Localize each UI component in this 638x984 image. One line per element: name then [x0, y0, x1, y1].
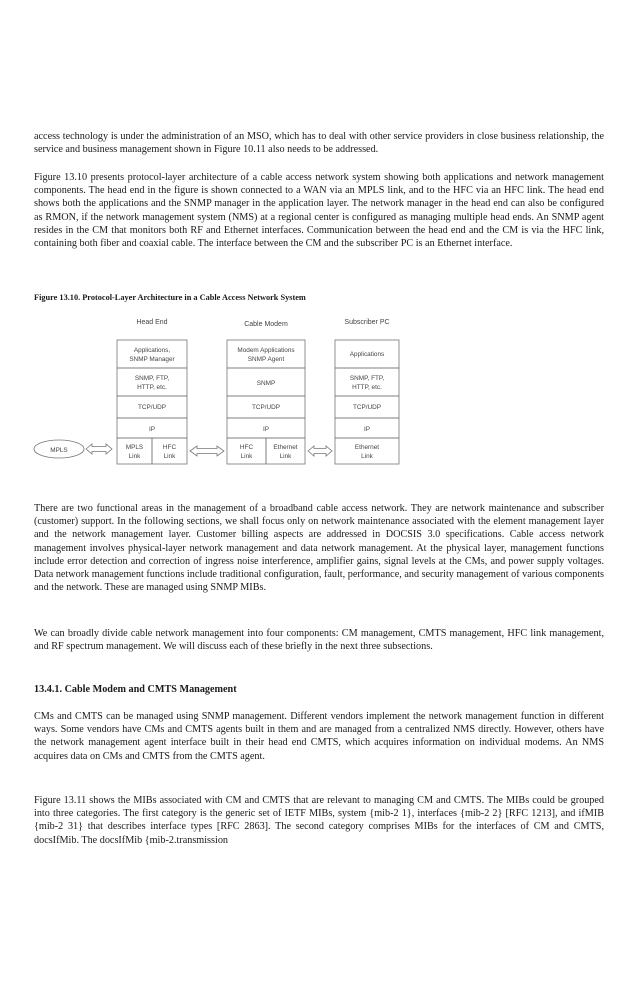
- he-hfc-link-box: [152, 438, 187, 464]
- pc-eth-link-box: [335, 438, 399, 464]
- cm-eth-link-box: [266, 438, 305, 464]
- cm-eth-line1: Ethernet: [273, 444, 298, 451]
- paragraph-figure-description: Figure 13.10 presents protocol-layer architecture of a cable access network system showing both applications and network management components. The head end in the figure is shown connected to a WAN via an MPLS link, and to the HFC via an HFC link. The head end shows both the applications and the SNMP manager in the application layer. The network manager in the head end can also be configured as RMON, if the network management system (NMS) at a regional center is configured as managing multiple head ends. An SNMP agent resides in the CM that monitors both RF and Ethernet interfaces. Communication between the head end and the CM is via the HFC link, containing both fiber and coaxial cable. The interface between the CM and the subscriber PC is an Ethernet interface.: [34, 172, 604, 250]
- section-heading-13-4-1: 13.4.1. Cable Modem and CMTS Management: [34, 684, 237, 695]
- cm-app-line1: Modem Applications: [237, 347, 295, 354]
- protocol-architecture-figure: [30, 312, 410, 507]
- cm-app-box: [227, 340, 305, 368]
- he-transport: TCP/UDP: [137, 404, 167, 411]
- figure-caption: Figure 13.10. Protocol-Layer Architecture in a Cable Access Network System: [34, 293, 306, 302]
- cm-hfc-link-box: [227, 438, 266, 464]
- pc-app: Applications: [349, 351, 385, 358]
- cable-modem-title: Cable Modem: [244, 321, 288, 328]
- mpls-cloud-label: MPLS: [50, 447, 68, 454]
- pc-network: IP: [363, 426, 371, 433]
- he-app-line1: Applications,: [133, 347, 171, 354]
- paragraph-functional-areas: There are two functional areas in the management of a broadband cable access network. They are network maintenance and subscriber (customer) support. In the following sections, we shall focus only on network maintenance associated with the element management layer and the network management layer. Customer billing aspects are addressed in DOCSIS 3.0 specifications. Cable access network management involves physical-layer network management and data network management. At the physical layer, management functions include error detection and correction of ingress noise interference, amplifier gains, signal levels at the CMs, and power supply voltages. Data network management functions include traditional configuration, fault, performance, and security management of various components and the network. These are managed using SNMP MIBs.: [34, 503, 604, 594]
- he-hfc-line2: Link: [163, 453, 176, 460]
- he-app-box: [117, 340, 187, 368]
- paragraph-four-components: We can broadly divide cable network management into four components: CM management, CMTS management, HFC link management, and RF spectrum management. We will discuss each of these briefly in the next three subsections.: [34, 628, 604, 653]
- cm-snmp: SNMP: [256, 380, 276, 387]
- mpls-arrow: [86, 444, 112, 454]
- he-mpls-link-box: [117, 438, 152, 464]
- ethernet-arrow: [308, 446, 332, 456]
- paragraph-mib-categories: Figure 13.11 shows the MIBs associated with CM and CMTS that are relevant to managing CM and CMTS. The MIBs could be grouped into three categories. The first category is the generic set of IETF MIBs, system {mib-2 1}, interfaces {mib-2 2} [RFC 1213], and ifMIB {mib-2 31} that describes interface types [RFC 2863]. The second category comprises MIBs for the interfaces of CM and CMTS, docsIfMib. The docsIfMib {mib-2.transmission: [34, 795, 604, 846]
- cm-transport: TCP/UDP: [251, 404, 281, 411]
- pc-eth-line2: Link: [361, 453, 373, 460]
- hfc-arrow: [190, 446, 224, 456]
- pc-snmp-box: [335, 368, 399, 396]
- he-hfc-line1: HFC: [162, 444, 177, 451]
- pc-snmp-line1: SNMP, FTP,: [349, 375, 385, 382]
- pc-snmp-line2: HTTP, etc.: [352, 384, 382, 391]
- cm-eth-line2: Link: [279, 453, 292, 460]
- subscriber-pc-title: Subscriber PC: [344, 319, 390, 326]
- cm-hfc-line2: Link: [240, 453, 253, 460]
- he-mpls-line1: MPLS: [125, 444, 144, 451]
- cm-network: IP: [262, 426, 270, 433]
- paragraph-cm-cmts-management: CMs and CMTS can be managed using SNMP management. Different vendors implement the network management function in different ways. Some vendors have CMs and CMTS agents built in them and are managed from a centralized NMS directly. However, others have the network management agent interface built in their head end CMTS, which acquires information on individual modems. An NMS acquires data on CMs and CMTS from the CMTS agent.: [34, 711, 604, 762]
- head-end-title: Head End: [136, 319, 168, 326]
- cm-app-line2: SNMP Agent: [247, 356, 285, 363]
- he-app-line2: SNMP Manager: [129, 356, 175, 363]
- he-network: IP: [148, 426, 156, 433]
- he-snmp-line1: SNMP, FTP,: [134, 375, 170, 382]
- he-mpls-line2: Link: [128, 453, 141, 460]
- protocol-diagram: [30, 312, 410, 502]
- pc-eth-line1: Ethernet: [354, 444, 380, 451]
- pc-transport: TCP/UDP: [352, 404, 382, 411]
- he-snmp-box: [117, 368, 187, 396]
- he-snmp-line2: HTTP, etc.: [137, 384, 167, 391]
- cm-hfc-line1: HFC: [239, 444, 254, 451]
- paragraph-intro: access technology is under the administration of an MSO, which has to deal with other service providers in close business relationship, the service and business management shown in Figure 10.11 also needs to be addressed.: [34, 131, 604, 156]
